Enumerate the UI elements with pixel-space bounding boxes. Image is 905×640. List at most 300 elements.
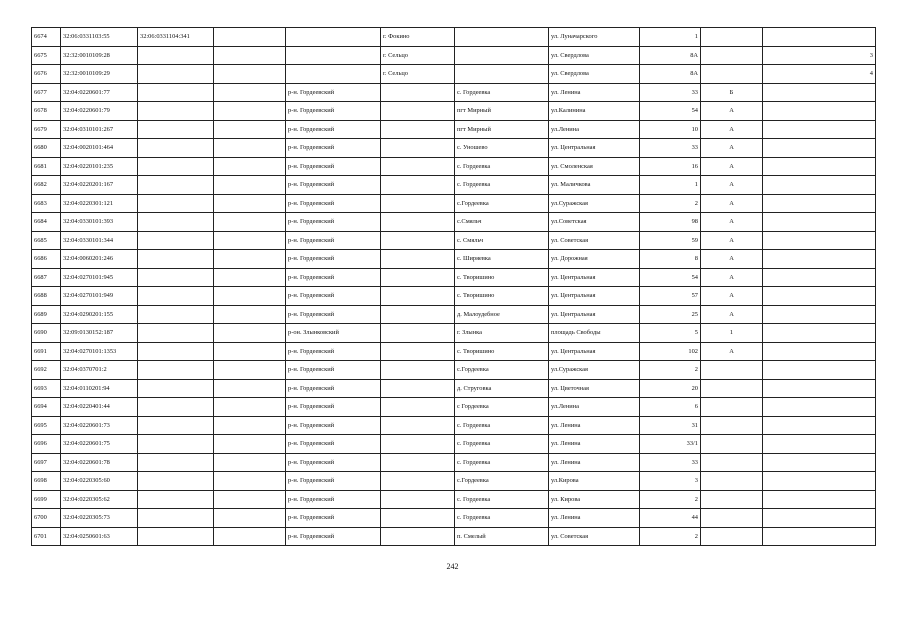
cell-category: [701, 28, 763, 47]
table-row: [32, 83, 876, 102]
cell-street: ул. Советская: [549, 527, 640, 546]
cell-house: 10: [640, 120, 701, 139]
cell-house: 102: [640, 342, 701, 361]
cell-category: А: [701, 287, 763, 306]
table-row: [32, 65, 876, 84]
cell-category: А: [701, 139, 763, 158]
table-row: [32, 398, 876, 417]
cell-col7: с.Гордеевка: [455, 361, 549, 380]
cell-col4: [214, 305, 286, 324]
cell-house: 98: [640, 213, 701, 232]
cell-cadastral2: [138, 287, 214, 306]
cell-cadastral2: [138, 379, 214, 398]
cell-street: ул. Центральная: [549, 139, 640, 158]
cell-locality: [381, 157, 455, 176]
cell-category: А: [701, 157, 763, 176]
cell-num: 6684: [32, 213, 61, 232]
cell-locality: [381, 453, 455, 472]
cell-extra: [763, 139, 876, 158]
cell-house: 44: [640, 509, 701, 528]
cell-category: [701, 398, 763, 417]
cell-cadastral: 32:04:0220305:60: [61, 472, 138, 491]
cell-num: 6674: [32, 28, 61, 47]
cell-cadastral2: [138, 213, 214, 232]
cell-category: А: [701, 305, 763, 324]
cell-street: ул. Луначарского: [549, 28, 640, 47]
cell-locality: [381, 194, 455, 213]
cell-district: р-он. Злынковский: [286, 324, 381, 343]
cell-district: р-н. Гордеевский: [286, 120, 381, 139]
registry-table-body: [32, 28, 876, 546]
cell-cadastral: 32:04:0110201:94: [61, 379, 138, 398]
cell-district: р-н. Гордеевский: [286, 398, 381, 417]
cell-cadastral: 32:04:0330101:344: [61, 231, 138, 250]
cell-street: ул. Цветочная: [549, 379, 640, 398]
table-row: [32, 490, 876, 509]
cell-district: р-н. Гордеевский: [286, 157, 381, 176]
cell-col4: [214, 213, 286, 232]
cell-category: [701, 65, 763, 84]
cell-locality: [381, 120, 455, 139]
cell-category: [701, 435, 763, 454]
cell-street: ул. Ленина: [549, 509, 640, 528]
cell-col4: [214, 268, 286, 287]
cell-street: ул.Кирова: [549, 472, 640, 491]
cell-locality: [381, 102, 455, 121]
cell-num: 6692: [32, 361, 61, 380]
cell-district: р-н. Гордеевский: [286, 472, 381, 491]
registry-table: [31, 27, 876, 546]
cell-col7: с. Гордеевка: [455, 509, 549, 528]
cell-extra: [763, 435, 876, 454]
cell-col4: [214, 139, 286, 158]
cell-cadastral2: 32:06:0331104:341: [138, 28, 214, 47]
cell-col7: с. Гордеевка: [455, 83, 549, 102]
cell-district: р-н. Гордеевский: [286, 509, 381, 528]
cell-extra: [763, 102, 876, 121]
table-row: [32, 472, 876, 491]
cell-col4: [214, 120, 286, 139]
cell-street: ул.Ленина: [549, 120, 640, 139]
cell-col7: с.Гордеевка: [455, 194, 549, 213]
cell-extra: [763, 83, 876, 102]
cell-district: р-н. Гордеевский: [286, 231, 381, 250]
cell-house: 33: [640, 139, 701, 158]
cell-category: [701, 527, 763, 546]
cell-house: 2: [640, 194, 701, 213]
cell-locality: [381, 472, 455, 491]
cell-house: 8А: [640, 65, 701, 84]
cell-district: р-н. Гордеевский: [286, 102, 381, 121]
cell-street: ул.Ленина: [549, 398, 640, 417]
cell-category: [701, 361, 763, 380]
cell-num: 6701: [32, 527, 61, 546]
cell-district: р-н. Гордеевский: [286, 250, 381, 269]
cell-num: 6681: [32, 157, 61, 176]
table-row: [32, 361, 876, 380]
cell-house: 16: [640, 157, 701, 176]
cell-cadastral2: [138, 342, 214, 361]
cell-category: А: [701, 231, 763, 250]
cell-col4: [214, 398, 286, 417]
cell-cadastral2: [138, 83, 214, 102]
cell-cadastral: 32:06:0331103:55: [61, 28, 138, 47]
cell-col7: с. Гордеевка: [455, 435, 549, 454]
cell-locality: [381, 324, 455, 343]
cell-house: 8: [640, 250, 701, 269]
cell-col7: с. Творишино: [455, 287, 549, 306]
table-row: [32, 268, 876, 287]
cell-cadastral: 32:04:0270101:949: [61, 287, 138, 306]
cell-locality: [381, 527, 455, 546]
cell-col7: с.Гордеевка: [455, 472, 549, 491]
cell-cadastral: 32:04:0270101:1353: [61, 342, 138, 361]
cell-col4: [214, 490, 286, 509]
cell-street: ул. Свердлова: [549, 65, 640, 84]
cell-locality: [381, 342, 455, 361]
cell-cadastral: 32:32:0010109:29: [61, 65, 138, 84]
cell-house: 33/1: [640, 435, 701, 454]
cell-col4: [214, 250, 286, 269]
cell-cadastral: 32:04:0220601:73: [61, 416, 138, 435]
cell-category: [701, 379, 763, 398]
cell-street: ул. Ленина: [549, 453, 640, 472]
cell-num: 6694: [32, 398, 61, 417]
cell-district: р-н. Гордеевский: [286, 361, 381, 380]
cell-extra: [763, 361, 876, 380]
cell-extra: [763, 194, 876, 213]
cell-cadastral2: [138, 157, 214, 176]
cell-locality: г. Фокино: [381, 28, 455, 47]
cell-cadastral: 32:04:0220601:78: [61, 453, 138, 472]
cell-extra: [763, 472, 876, 491]
cell-cadastral2: [138, 453, 214, 472]
cell-district: р-н. Гордеевский: [286, 139, 381, 158]
cell-extra: [763, 305, 876, 324]
cell-col7: с. Ширяевка: [455, 250, 549, 269]
cell-col7: [455, 28, 549, 47]
cell-house: 3: [640, 472, 701, 491]
cell-category: А: [701, 176, 763, 195]
cell-cadastral2: [138, 490, 214, 509]
cell-cadastral: 32:04:0370701:2: [61, 361, 138, 380]
cell-cadastral2: [138, 176, 214, 195]
cell-street: ул. Дорожная: [549, 250, 640, 269]
cell-col4: [214, 324, 286, 343]
cell-house: 54: [640, 268, 701, 287]
cell-house: 31: [640, 416, 701, 435]
cell-col7: д. Струговка: [455, 379, 549, 398]
cell-cadastral: 32:04:0220601:75: [61, 435, 138, 454]
cell-category: А: [701, 194, 763, 213]
table-row: [32, 416, 876, 435]
cell-street: ул. Центральная: [549, 287, 640, 306]
cell-cadastral: 32:09:0130152:187: [61, 324, 138, 343]
cell-locality: [381, 416, 455, 435]
cell-extra: [763, 324, 876, 343]
cell-street: ул. Центральная: [549, 342, 640, 361]
cell-col4: [214, 527, 286, 546]
cell-cadastral: 32:04:0220601:77: [61, 83, 138, 102]
cell-street: ул. Советская: [549, 231, 640, 250]
cell-street: ул. Центральная: [549, 305, 640, 324]
cell-house: 6: [640, 398, 701, 417]
cell-locality: [381, 379, 455, 398]
cell-extra: [763, 509, 876, 528]
cell-col4: [214, 231, 286, 250]
cell-house: 8А: [640, 46, 701, 65]
table-row: [32, 287, 876, 306]
cell-col7: д. Малоудебное: [455, 305, 549, 324]
cell-cadastral: 32:04:0330101:393: [61, 213, 138, 232]
cell-house: 2: [640, 527, 701, 546]
cell-category: [701, 472, 763, 491]
cell-category: А: [701, 250, 763, 269]
table-row: [32, 509, 876, 528]
cell-category: А: [701, 213, 763, 232]
cell-extra: [763, 398, 876, 417]
cell-locality: [381, 398, 455, 417]
cell-locality: [381, 83, 455, 102]
cell-house: 59: [640, 231, 701, 250]
cell-num: 6686: [32, 250, 61, 269]
cell-locality: [381, 435, 455, 454]
cell-extra: [763, 250, 876, 269]
cell-num: 6682: [32, 176, 61, 195]
cell-cadastral: 32:04:0310101:267: [61, 120, 138, 139]
cell-col7: с. Уношево: [455, 139, 549, 158]
cell-num: 6685: [32, 231, 61, 250]
cell-cadastral2: [138, 65, 214, 84]
table-row: [32, 194, 876, 213]
cell-num: 6696: [32, 435, 61, 454]
cell-col4: [214, 102, 286, 121]
cell-cadastral2: [138, 361, 214, 380]
cell-cadastral2: [138, 398, 214, 417]
table-row: [32, 213, 876, 232]
cell-locality: г. Сельцо: [381, 46, 455, 65]
cell-cadastral2: [138, 324, 214, 343]
cell-category: 1: [701, 324, 763, 343]
cell-locality: [381, 231, 455, 250]
cell-house: 33: [640, 83, 701, 102]
cell-cadastral: 32:04:0290201:155: [61, 305, 138, 324]
cell-col4: [214, 509, 286, 528]
cell-col4: [214, 453, 286, 472]
table-row: [32, 120, 876, 139]
cell-locality: [381, 250, 455, 269]
cell-locality: [381, 287, 455, 306]
cell-district: р-н. Гордеевский: [286, 83, 381, 102]
table-row: [32, 305, 876, 324]
cell-category: [701, 453, 763, 472]
cell-category: А: [701, 342, 763, 361]
cell-extra: [763, 157, 876, 176]
cell-district: р-н. Гордеевский: [286, 453, 381, 472]
cell-street: ул. Свердлова: [549, 46, 640, 65]
cell-col4: [214, 361, 286, 380]
cell-cadastral: 32:04:0220301:121: [61, 194, 138, 213]
table-row: [32, 46, 876, 65]
cell-extra: 4: [763, 65, 876, 84]
cell-cadastral: 32:04:0250601:63: [61, 527, 138, 546]
cell-col4: [214, 194, 286, 213]
cell-num: 6691: [32, 342, 61, 361]
cell-house: 33: [640, 453, 701, 472]
cell-cadastral: 32:04:0220305:62: [61, 490, 138, 509]
cell-extra: [763, 453, 876, 472]
cell-locality: [381, 509, 455, 528]
cell-street: ул. Кирова: [549, 490, 640, 509]
cell-col4: [214, 83, 286, 102]
cell-extra: [763, 120, 876, 139]
table-row: [32, 157, 876, 176]
cell-col4: [214, 65, 286, 84]
cell-house: 1: [640, 176, 701, 195]
cell-col7: [455, 46, 549, 65]
cell-district: [286, 28, 381, 47]
cell-district: р-н. Гордеевский: [286, 490, 381, 509]
cell-cadastral: 32:04:0220201:167: [61, 176, 138, 195]
cell-cadastral2: [138, 527, 214, 546]
cell-extra: [763, 490, 876, 509]
cell-street: ул. Ленина: [549, 416, 640, 435]
cell-district: р-н. Гордеевский: [286, 268, 381, 287]
cell-cadastral2: [138, 305, 214, 324]
cell-cadastral2: [138, 194, 214, 213]
cell-house: 5: [640, 324, 701, 343]
cell-house: 2: [640, 361, 701, 380]
cell-extra: [763, 28, 876, 47]
cell-cadastral2: [138, 120, 214, 139]
table-row: [32, 139, 876, 158]
table-row: [32, 435, 876, 454]
cell-locality: [381, 305, 455, 324]
cell-cadastral: 32:04:0220101:235: [61, 157, 138, 176]
table-row: [32, 250, 876, 269]
cell-locality: [381, 490, 455, 509]
cell-col7: п. Смелый: [455, 527, 549, 546]
cell-col4: [214, 472, 286, 491]
cell-col7: с. Смяльч: [455, 231, 549, 250]
cell-num: 6699: [32, 490, 61, 509]
cell-street: ул. Ленина: [549, 83, 640, 102]
cell-cadastral2: [138, 509, 214, 528]
cell-street: ул. Ленина: [549, 435, 640, 454]
cell-house: 54: [640, 102, 701, 121]
cell-street: ул.Суражская: [549, 194, 640, 213]
cell-num: 6693: [32, 379, 61, 398]
cell-locality: [381, 139, 455, 158]
cell-district: [286, 46, 381, 65]
cell-category: [701, 509, 763, 528]
cell-street: ул.Калинина: [549, 102, 640, 121]
cell-district: р-н. Гордеевский: [286, 176, 381, 195]
cell-house: 20: [640, 379, 701, 398]
cell-num: 6697: [32, 453, 61, 472]
cell-col7: с. Гордеевка: [455, 176, 549, 195]
cell-cadastral: 32:04:0060201:246: [61, 250, 138, 269]
cell-num: 6678: [32, 102, 61, 121]
cell-col4: [214, 28, 286, 47]
cell-district: р-н. Гордеевский: [286, 287, 381, 306]
cell-cadastral2: [138, 46, 214, 65]
cell-num: 6698: [32, 472, 61, 491]
cell-extra: [763, 379, 876, 398]
cell-col7: с. Творишино: [455, 268, 549, 287]
cell-cadastral: 32:04:0220401:44: [61, 398, 138, 417]
cell-house: 25: [640, 305, 701, 324]
cell-num: 6689: [32, 305, 61, 324]
cell-col7: пгт Мирный: [455, 120, 549, 139]
cell-col4: [214, 416, 286, 435]
cell-extra: [763, 231, 876, 250]
cell-col7: с. Гордеевка: [455, 157, 549, 176]
cell-extra: [763, 268, 876, 287]
cell-extra: [763, 287, 876, 306]
cell-house: 1: [640, 28, 701, 47]
cell-category: А: [701, 268, 763, 287]
cell-district: р-н. Гордеевский: [286, 379, 381, 398]
cell-category: А: [701, 120, 763, 139]
cell-district: р-н. Гордеевский: [286, 527, 381, 546]
cell-col7: с. Гордеевка: [455, 453, 549, 472]
cell-category: А: [701, 102, 763, 121]
cell-extra: [763, 342, 876, 361]
cell-num: 6690: [32, 324, 61, 343]
cell-cadastral: 32:32:0010109:28: [61, 46, 138, 65]
cell-street: ул. Смоленская: [549, 157, 640, 176]
table-row: [32, 379, 876, 398]
cell-extra: [763, 527, 876, 546]
cell-district: р-н. Гордеевский: [286, 435, 381, 454]
cell-col7: с. Гордеевка: [455, 416, 549, 435]
cell-street: площадь Свободы: [549, 324, 640, 343]
cell-col4: [214, 435, 286, 454]
cell-extra: [763, 176, 876, 195]
cell-district: р-н. Гордеевский: [286, 342, 381, 361]
cell-locality: г. Сельцо: [381, 65, 455, 84]
cell-col7: с.Смяльч: [455, 213, 549, 232]
cell-col4: [214, 342, 286, 361]
cell-house: 2: [640, 490, 701, 509]
cell-col7: г. Злынка: [455, 324, 549, 343]
cell-cadastral2: [138, 139, 214, 158]
table-row: [32, 28, 876, 47]
cell-col7: [455, 65, 549, 84]
cell-category: Б: [701, 83, 763, 102]
cell-num: 6680: [32, 139, 61, 158]
table-row: [32, 527, 876, 546]
cell-num: 6679: [32, 120, 61, 139]
cell-col4: [214, 46, 286, 65]
cell-num: 6677: [32, 83, 61, 102]
cell-category: [701, 416, 763, 435]
cell-district: р-н. Гордеевский: [286, 213, 381, 232]
cell-street: ул. Маличкова: [549, 176, 640, 195]
table-row: [32, 342, 876, 361]
cell-category: [701, 46, 763, 65]
cell-num: 6687: [32, 268, 61, 287]
cell-locality: [381, 176, 455, 195]
table-row: [32, 231, 876, 250]
cell-col4: [214, 287, 286, 306]
cell-district: р-н. Гордеевский: [286, 194, 381, 213]
cell-district: [286, 65, 381, 84]
cell-extra: 3: [763, 46, 876, 65]
cell-locality: [381, 213, 455, 232]
cell-col7: пгт Мирный: [455, 102, 549, 121]
